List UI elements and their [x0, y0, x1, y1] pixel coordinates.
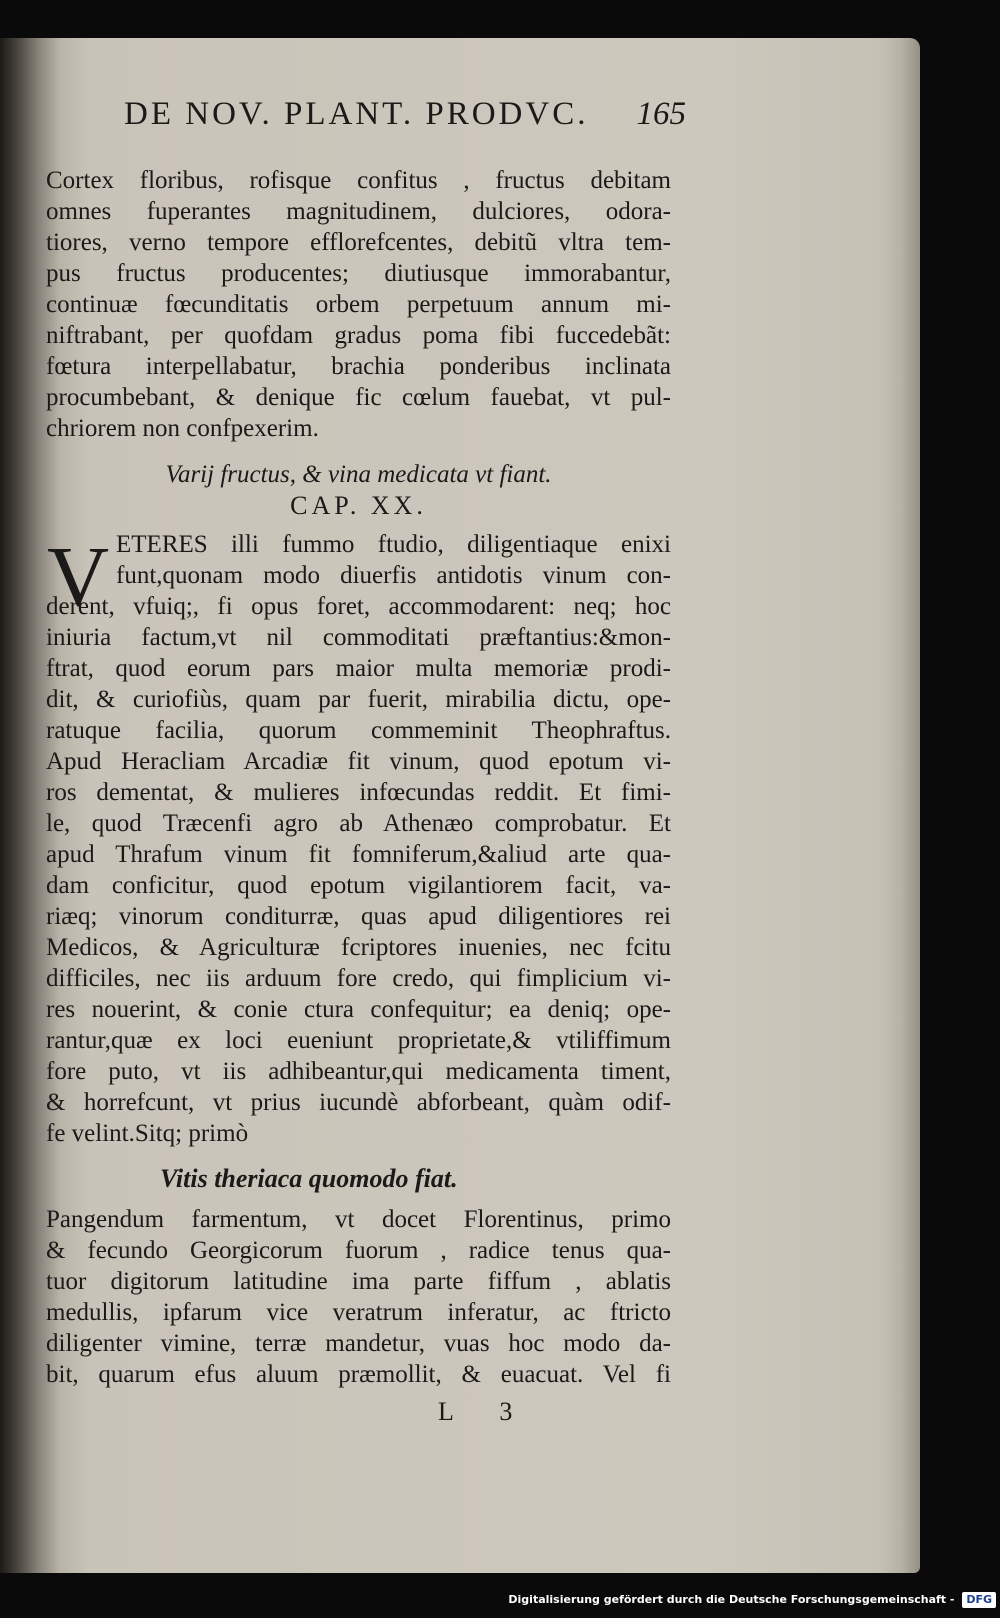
text-line: funt,quonam modo diuerfis antidotis vinum con- [116, 562, 671, 589]
text-line: fore puto, vt iis adhibeantur,qui medicamenta timent, [46, 1058, 671, 1085]
text-line: fœtura interpellabatur, brachia ponderibus inclinata [46, 353, 671, 380]
text-line: tuor digitorum latitudine ima parte fiffum , ablatis [46, 1268, 671, 1295]
subheading: Vitis theriaca quomodo fiat. [160, 1164, 458, 1193]
text-line: ros dementat, & mulieres infœcundas reddit. Et fimi- [46, 779, 671, 806]
running-header [124, 94, 686, 134]
text-line: medullis, ipfarum vice veratrum inferatur, ac ftricto [46, 1299, 671, 1326]
text-line: derent, vfuiq;, fi opus foret, accommodarent: neq; hoc [46, 593, 671, 620]
text-line: riæq; vinorum conditurræ, quas apud diligentiores rei [46, 903, 671, 930]
text-line: ftrat, quod eorum pars maior multa memoriæ prodi- [46, 655, 671, 682]
text-line: Apud Heracliam Arcadiæ fit vinum, quod epotum vi- [46, 748, 671, 775]
text-line: Pangendum farmentum, vt docet Florentinus, primo [46, 1206, 671, 1233]
text-line: procumbebant, & denique fic cœlum fauebat, vt pul- [46, 384, 671, 411]
footer-text: Digitalisierung gefördert durch die Deutsche Forschungsgemeinschaft - [508, 1593, 955, 1606]
text-line: ratuque facilia, quorum commeminit Theophraftus. [46, 717, 671, 744]
running-title: DE NOV. PLANT. PRODVC. [124, 96, 589, 132]
text-line: le, quod Træcenfi agro ab Athenæo comprobatur. Et [46, 810, 671, 837]
text-line: niftrabant, per quofdam gradus poma fibi fuccedebãt: [46, 322, 671, 349]
text-line: pus fructus producentes; diutiusque immorabantur, [46, 260, 671, 287]
text-line: dit, & curiofiùs, quam par fuerit, mirabilia dictu, ope- [46, 686, 671, 713]
dfg-logo: DFG [962, 1592, 996, 1608]
text-line: omnes fuperantes magnitudinem, dulciores, odora- [46, 198, 671, 225]
text-line: Cortex floribus, rofisque confitus , fructus debitam [46, 167, 671, 194]
text-line: & horrefcunt, vt prius iucundè abforbeant, quàm odif- [46, 1089, 671, 1116]
text-line: difficiles, nec iis arduum fore credo, qui fimplicium vi- [46, 965, 671, 992]
signature-mark: L 3 [438, 1397, 533, 1426]
page-number: 165 [636, 96, 686, 132]
text-line: ETERES illi fummo ftudio, diligentiaque enixi [116, 531, 671, 558]
text-line: iniuria factum,vt nil commoditati præftantius:&mon- [46, 624, 671, 651]
drop-cap: V [47, 528, 110, 624]
chapter-number: CAP. XX. [290, 491, 427, 520]
text-line: Medicos, & Agriculturæ fcriptores inuenies, nec fcitu [46, 934, 671, 961]
text-line: & fecundo Georgicorum fuorum , radice tenus qua- [46, 1237, 671, 1264]
text-line: diligenter vimine, terræ mandetur, vuas hoc modo da- [46, 1330, 671, 1357]
text-line: chriorem non confpexerim. [46, 415, 319, 442]
text-line: tiores, verno tempore efflorefcentes, debitũ vltra tem- [46, 229, 671, 256]
text-line: rantur,quæ ex loci eueniunt proprietate,& vtiliffimum [46, 1027, 671, 1054]
text-line: bit, quarum efus aluum præmollit, & euacuat. Vel fi [46, 1361, 671, 1388]
chapter-title: Varij fructus, & vina medicata vt fiant. [165, 461, 552, 488]
text-line: continuæ fœcunditatis orbem perpetuum annum mi- [46, 291, 671, 318]
text-line: dam conficitur, quod epotum vigilantiorem facit, va- [46, 872, 671, 899]
text-line: res nouerint, & conie ctura confequitur; ea deniq; ope- [46, 996, 671, 1023]
digitization-footer [0, 1590, 996, 1610]
text-line: fe velint.Sitq; primò [46, 1120, 249, 1147]
book-page [0, 38, 920, 1573]
text-line: apud Thrafum vinum fit fomniferum,&aliud arte qua- [46, 841, 671, 868]
page-text [0, 38, 920, 1573]
